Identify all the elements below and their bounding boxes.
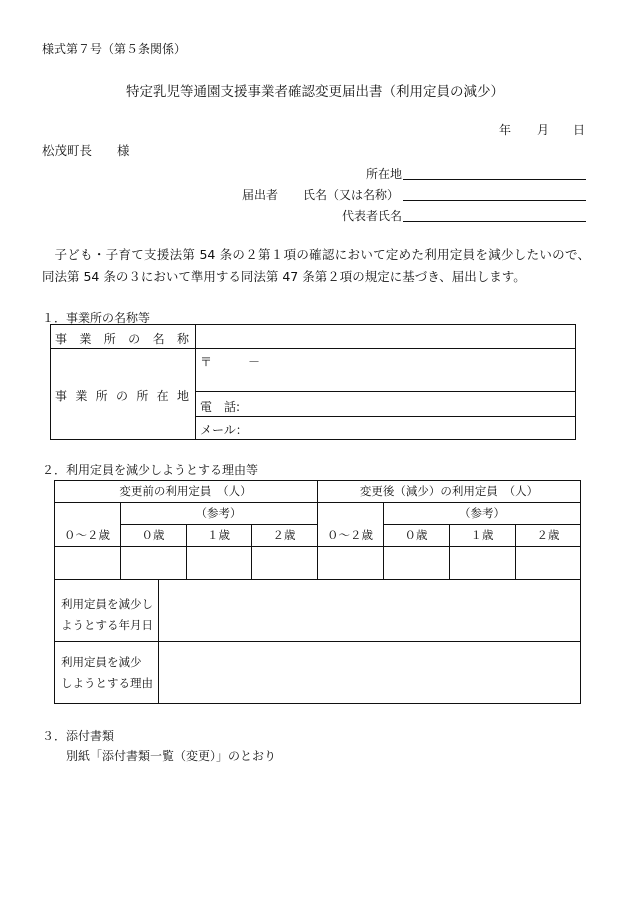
form-number: 様式第７号（第５条関係） bbox=[42, 42, 187, 56]
after-age-1: １歳 bbox=[470, 528, 494, 542]
representative-label: 代表者氏名 bbox=[342, 209, 403, 223]
representative-line[interactable] bbox=[403, 221, 586, 222]
label-line: しようとする理由 bbox=[61, 676, 153, 690]
after-age-0: ０歳 bbox=[404, 528, 428, 542]
address-label: 所在地 bbox=[366, 167, 403, 181]
label-line: 利用定員を減少し bbox=[61, 597, 153, 611]
char: 業 bbox=[75, 389, 88, 403]
before-input-0[interactable] bbox=[121, 547, 185, 578]
before-input-1[interactable] bbox=[187, 547, 250, 578]
before-age-0: ０歳 bbox=[141, 528, 165, 542]
after-input-0[interactable] bbox=[384, 547, 448, 578]
char: 称 bbox=[176, 332, 189, 346]
after-age-2: ２歳 bbox=[536, 528, 560, 542]
label-line: ようとする年月日 bbox=[61, 618, 153, 632]
after-age-0-2: ０～２歳 bbox=[327, 528, 373, 542]
label-line: 利用定員を減少 bbox=[61, 655, 142, 669]
notification-text: 子ども・子育て支援法第 54 条の２第１項の確認において定めた利用定員を減少したいので、同法第 54 条の３において準用する同法第 47 条第２項の規定に基づき、届出します。 bbox=[42, 247, 590, 284]
char: 事 bbox=[55, 389, 68, 403]
date-month: 月 bbox=[537, 123, 550, 137]
char: 所 bbox=[136, 389, 149, 403]
date-day: 日 bbox=[573, 123, 586, 137]
after-capacity-header: 変更後（減少）の利用定員 （人） bbox=[359, 484, 539, 498]
page-title: 特定乳児等通園支援事業者確認変更届出書（利用定員の減少） bbox=[126, 84, 504, 100]
reduction-reason-label bbox=[61, 652, 153, 694]
before-input-0-2[interactable] bbox=[55, 547, 119, 578]
reduction-date-label bbox=[61, 594, 153, 636]
after-input-0-2[interactable] bbox=[318, 547, 382, 578]
char: の bbox=[115, 389, 128, 403]
section3-heading: ３．添付書類 bbox=[42, 729, 115, 743]
date-year: 年 bbox=[499, 123, 512, 137]
phone-field[interactable]: 電 話: bbox=[200, 400, 241, 414]
before-input-2[interactable] bbox=[252, 547, 316, 578]
addressee: 松茂町長 様 bbox=[42, 143, 130, 158]
name-line[interactable] bbox=[403, 200, 586, 201]
char: 地 bbox=[176, 389, 189, 403]
postal-code-field[interactable]: 〒 － bbox=[200, 355, 261, 369]
divider bbox=[195, 391, 576, 392]
address-line[interactable] bbox=[403, 179, 586, 180]
char: 業 bbox=[79, 332, 92, 346]
notifier-role-label: 届出者 bbox=[242, 188, 279, 202]
before-reference-header: （参考） bbox=[195, 506, 242, 520]
divider bbox=[195, 324, 196, 440]
char: 事 bbox=[55, 332, 68, 346]
before-age-0-2: ０～２歳 bbox=[64, 528, 110, 542]
reduction-date-field[interactable] bbox=[159, 580, 580, 640]
divider bbox=[50, 348, 576, 349]
char: 所 bbox=[95, 389, 108, 403]
divider bbox=[195, 416, 576, 417]
before-age-2: ２歳 bbox=[272, 528, 296, 542]
char: 名 bbox=[152, 332, 165, 346]
facility-name-field[interactable] bbox=[198, 326, 572, 346]
char: の bbox=[128, 332, 141, 346]
char: 所 bbox=[103, 332, 116, 346]
facility-location-label bbox=[55, 387, 189, 404]
after-input-1[interactable] bbox=[450, 547, 514, 578]
after-input-2[interactable] bbox=[516, 547, 580, 578]
name-label: 氏名（又は名称） bbox=[303, 188, 400, 202]
section1-heading: １．事業所の名称等 bbox=[42, 311, 151, 325]
reduction-reason-field[interactable] bbox=[159, 642, 580, 703]
email-field[interactable]: メール： bbox=[200, 423, 248, 437]
before-capacity-header: 変更前の利用定員 （人） bbox=[119, 484, 252, 498]
facility-name-label bbox=[55, 330, 189, 347]
section2-heading: ２．利用定員を減少しようとする理由等 bbox=[42, 463, 259, 477]
before-age-1: １歳 bbox=[207, 528, 230, 542]
attachments-text: 別紙「添付書類一覧（変更）」のとおり bbox=[66, 749, 277, 763]
char: 在 bbox=[156, 389, 169, 403]
after-reference-header: （参考） bbox=[459, 506, 505, 520]
